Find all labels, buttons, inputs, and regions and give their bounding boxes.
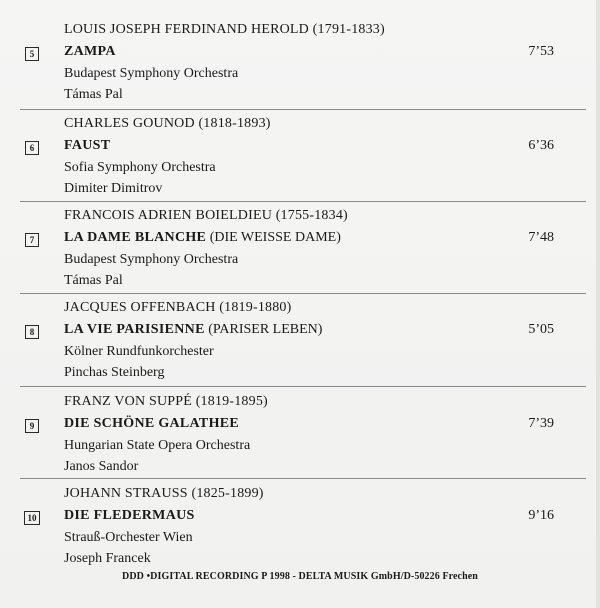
work-title-sub: (PARISER LEBEN) — [204, 322, 323, 337]
track-number-badge: 6 — [25, 141, 39, 155]
track-number-badge: 8 — [25, 325, 39, 339]
work-title — [64, 44, 116, 60]
work-title — [64, 138, 110, 154]
work-title-main: DIE FLEDERMAUS — [64, 508, 195, 523]
track-duration: 7’39 — [528, 416, 554, 431]
track-number-badge: 5 — [25, 47, 39, 61]
work-title-main: LA DAME BLANCHE — [64, 230, 207, 245]
divider — [20, 201, 586, 202]
work-title — [64, 230, 341, 246]
conductor-name: Janos Sandor — [64, 459, 139, 474]
track-number-badge: 10 — [24, 511, 40, 525]
orchestra-name: Strauß-Orchester Wien — [64, 530, 193, 545]
track-number-badge: 7 — [25, 233, 39, 247]
conductor-name: Joseph Francek — [64, 551, 151, 566]
track-entry — [0, 486, 600, 578]
track-entry — [0, 208, 600, 300]
divider — [20, 293, 586, 294]
orchestra-name: Kölner Rundfunkorchester — [64, 344, 214, 359]
track-entry — [0, 394, 600, 486]
orchestra-name: Budapest Symphony Orchestra — [64, 66, 239, 81]
track-entry — [0, 300, 600, 392]
composer-name: FRANZ VON SUPPÉ (1819-1895) — [64, 394, 268, 409]
track-number-badge: 9 — [25, 419, 39, 433]
divider — [20, 109, 586, 110]
composer-name: JOHANN STRAUSS (1825-1899) — [64, 486, 264, 501]
conductor-name: Dimiter Dimitrov — [64, 181, 163, 196]
track-entry — [0, 116, 600, 208]
recording-credits: DDD •DIGITAL RECORDING P 1998 - DELTA MUSIK GmbH/D-50226 Frechen — [122, 571, 478, 582]
composer-name: JACQUES OFFENBACH (1819-1880) — [64, 300, 292, 315]
conductor-name: Támas Pal — [64, 87, 123, 102]
track-duration: 6’36 — [528, 138, 554, 153]
conductor-name: Pinchas Steinberg — [64, 365, 165, 380]
orchestra-name: Sofia Symphony Orchestra — [64, 160, 216, 175]
track-entry — [0, 22, 600, 114]
composer-name: LOUIS JOSEPH FERDINAND HEROLD (1791-1833) — [64, 22, 385, 37]
composer-name: FRANCOIS ADRIEN BOIELDIEU (1755-1834) — [64, 208, 348, 223]
track-duration: 7’48 — [528, 230, 554, 245]
conductor-name: Támas Pal — [64, 273, 123, 288]
orchestra-name: Budapest Symphony Orchestra — [64, 252, 239, 267]
page-edge — [596, 0, 600, 608]
orchestra-name: Hungarian State Opera Orchestra — [64, 438, 251, 453]
work-title — [64, 508, 195, 524]
work-title — [64, 322, 322, 338]
divider — [20, 478, 586, 479]
track-duration: 7’53 — [528, 44, 554, 59]
work-title-sub: (DIE WEISSE DAME) — [206, 230, 341, 245]
work-title — [64, 416, 239, 432]
track-duration: 5’05 — [528, 322, 554, 337]
work-title-main: DIE SCHÖNE GALATHEE — [64, 416, 240, 431]
track-duration: 9’16 — [528, 508, 554, 523]
divider — [20, 386, 586, 387]
work-title-main: FAUST — [64, 138, 111, 153]
work-title-main: LA VIE PARISIENNE — [64, 322, 205, 337]
work-title-main: ZAMPA — [64, 44, 116, 59]
composer-name: CHARLES GOUNOD (1818-1893) — [64, 116, 271, 131]
